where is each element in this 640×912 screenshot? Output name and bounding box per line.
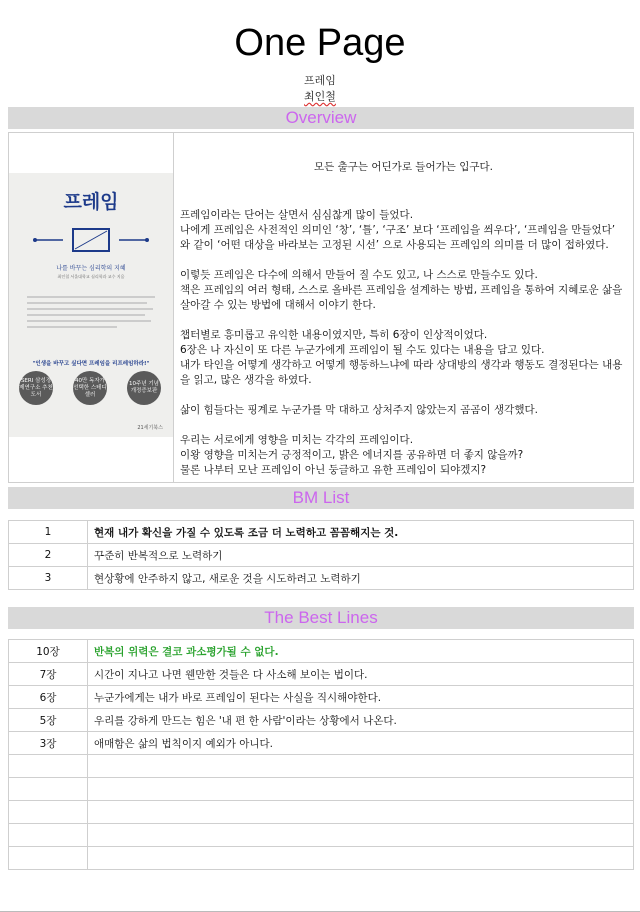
table-row [9, 686, 634, 709]
cover-badge-3: 10주년 기념 개정증보판 [127, 371, 161, 405]
overview-table [8, 132, 634, 483]
line-cell [88, 755, 634, 778]
table-row [9, 663, 634, 686]
book-cover-cell [9, 133, 174, 483]
chapter-cell: 3장 [9, 732, 88, 755]
table-row [9, 847, 634, 870]
overview-line: 6장은 나 자신이 또 다른 누군가에게 프레임이 될 수도 있다는 내용을 담고 있다. [180, 344, 545, 356]
table-row [9, 567, 634, 590]
page-title: One Page [234, 22, 406, 64]
line-cell [88, 778, 634, 801]
cover-author-line: 최인철 서울대학교 심리학과 교수 지음 [57, 274, 125, 279]
chapter-cell [9, 755, 88, 778]
overview-line: 내가 타인을 어떻게 생각하고 어떻게 행동하느냐에 따라 상대방의 생각과 행동도 결정된다는 내용을 읽고, 많은 생각을 하였다. [180, 359, 623, 386]
overview-text-cell [174, 133, 634, 483]
line-cell [88, 824, 634, 847]
overview-line: 이렇듯 프레임은 다수에 의해서 만들어 질 수도 있고, 나 스스로 만들수도 있다. [180, 269, 538, 281]
bm-number: 3 [9, 567, 88, 590]
table-row [9, 801, 634, 824]
table-row [9, 778, 634, 801]
table-row [9, 544, 634, 567]
table-row [9, 732, 634, 755]
chapter-cell: 5장 [9, 709, 88, 732]
cover-publisher: 21세기북스 [137, 425, 163, 431]
bm-list-table [8, 520, 634, 590]
cover-subtitle: 나를 바꾸는 심리학의 지혜 [56, 265, 126, 272]
table-row [9, 709, 634, 732]
overview-paragraph [180, 208, 627, 253]
chapter-cell: 6장 [9, 686, 88, 709]
overview-heading: Overview [8, 107, 634, 129]
table-row [9, 824, 634, 847]
overview-paragraph [180, 403, 627, 418]
overview-line: 챕터별로 흥미롭고 유익한 내용이였지만, 특히 6장이 인상적이었다. [180, 329, 488, 341]
line-cell: 누군가에게는 내가 바로 프레임이 된다는 사실을 직시해야한다. [88, 686, 634, 709]
chapter-cell [9, 801, 88, 824]
bm-number: 1 [9, 521, 88, 544]
cover-badge-2: 40만 독자가 선택한 스테디셀러 [73, 371, 107, 405]
line-cell [88, 801, 634, 824]
overview-paragraph [180, 268, 627, 313]
line-cell: 애매함은 삶의 법칙이지 예외가 아니다. [88, 732, 634, 755]
table-row [9, 755, 634, 778]
line-cell [88, 847, 634, 870]
chapter-cell [9, 778, 88, 801]
chapter-cell: 10장 [9, 640, 88, 663]
bm-text: 현재 내가 확신을 가질 수 있도록 조금 더 노력하고 꼼꼼해지는 것. [88, 521, 634, 544]
overview-lead-quote: 모든 출구는 어딘가로 들어가는 입구다. [314, 161, 493, 173]
table-row [9, 640, 634, 663]
author-name: 최인철 [304, 90, 336, 103]
chapter-cell: 7장 [9, 663, 88, 686]
overview-line: 삶이 힘들다는 핑계로 누군가를 막 대하고 상처주지 않았는지 곰곰이 생각했다. [180, 404, 538, 416]
overview-line: 나에게 프레임은 사전적인 의미인 ‘창’, ‘틀’, ‘구조’ 보다 ‘프레임을 씌우다’, ‘프레임을 만들었다’ 와 같이 ‘어떤 대상을 바라보는 고정된 시선’ 으로 사용되는 프레임의 의미를 더 많이 접하였다. [180, 224, 616, 251]
overview-line: 물론 나부터 모난 프레임이 아닌 둥글하고 유한 프레임이 되야겠지? [180, 464, 487, 476]
frame-glasses-icon [31, 225, 151, 255]
overview-line: 이왕 영향을 미치는거 긍정적이고, 밝은 에너지를 공유하면 더 좋지 않을까? [180, 449, 524, 461]
cover-badge-1: SERI 삼성경제연구소 추천도서 [19, 371, 53, 405]
overview-line: 책은 프레임의 여러 형태, 스스로 올바른 프레임을 설계하는 방법, 프레임을 통하여 지혜로운 삶을 살아갈 수 있는 방법에 대해서 이야기 한다. [180, 284, 623, 311]
chapter-cell [9, 824, 88, 847]
cover-tagline: "인생을 바꾸고 싶다면 프레임을 리프레임하라!" [32, 361, 150, 367]
best-lines-heading: The Best Lines [8, 607, 634, 629]
bm-text: 현상황에 안주하지 않고, 새로운 것을 시도하려고 노력하기 [88, 567, 634, 590]
overview-paragraph [180, 328, 627, 388]
chapter-cell [9, 847, 88, 870]
cover-blurb-lines [27, 293, 155, 349]
line-cell: 우리를 강하게 만드는 힘은 '내 편 한 사람'이라는 상황에서 나온다. [88, 709, 634, 732]
best-lines-table [8, 639, 634, 870]
book-cover-image [9, 173, 173, 437]
bm-number: 2 [9, 544, 88, 567]
overview-line: 우리는 서로에게 영향을 미치는 각각의 프레임이다. [180, 434, 414, 446]
cover-title: 프레임 [63, 191, 119, 213]
bm-text: 꾸준히 반복적으로 노력하기 [88, 544, 634, 567]
overview-line: 프레임이라는 단어는 살면서 심심찮게 많이 들었다. [180, 209, 414, 221]
line-cell: 반복의 위력은 결코 과소평가될 수 없다. [88, 640, 634, 663]
table-row [9, 521, 634, 544]
bm-list-heading: BM List [8, 487, 634, 509]
overview-paragraph [180, 433, 627, 478]
book-title: 프레임 [304, 74, 336, 87]
line-cell: 시간이 지나고 나면 웬만한 것들은 다 사소해 보이는 법이다. [88, 663, 634, 686]
